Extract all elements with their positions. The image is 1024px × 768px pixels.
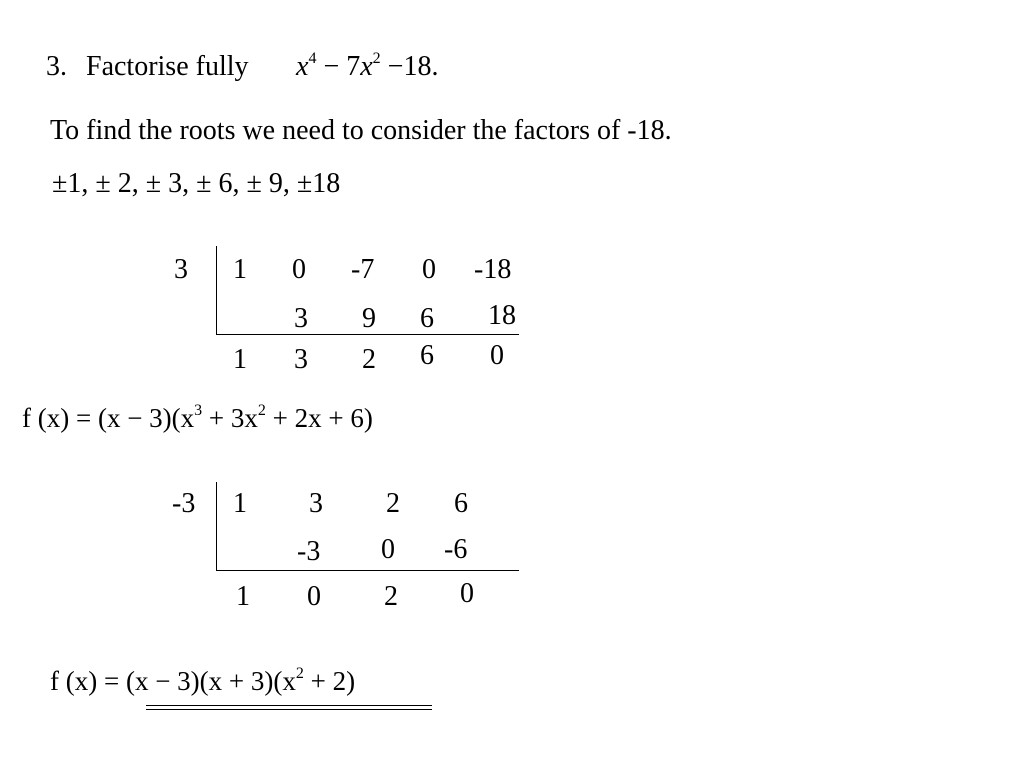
division2-coef: 2 [386, 488, 400, 519]
intro-text: To find the roots we need to consider the factors of -18. [50, 115, 672, 146]
result1-mid: + 3x [202, 403, 258, 433]
division2-vertical-bar [216, 482, 217, 570]
result1-exp3: 3 [194, 402, 203, 419]
factors-list: ±1, ± 2, ± 3, ± 6, ± 9, ±18 [52, 168, 341, 199]
division1-product: 3 [294, 303, 308, 334]
final-answer-underline-2 [146, 709, 432, 710]
result2-exp2: 2 [295, 665, 304, 682]
division1-horizontal-bar [216, 334, 519, 335]
division2-result: 0 [307, 581, 321, 612]
result1-lhs: f (x) = (x − 3)(x [22, 403, 195, 433]
result-1-equation [22, 402, 373, 433]
expr-tail: −18. [387, 51, 439, 82]
result2-tail: + 2) [303, 666, 356, 696]
division1-divisor: 3 [174, 254, 188, 285]
expr-exp2: 2 [372, 50, 381, 67]
expr-x2: x [360, 51, 373, 82]
division1-result: 6 [420, 340, 434, 371]
division1-product: 6 [420, 303, 434, 334]
division1-coef: -18 [474, 254, 512, 285]
division1-coef: 1 [233, 254, 247, 285]
division1-coef: -7 [351, 254, 375, 285]
expr-x1: x [296, 51, 309, 82]
division1-result: 1 [233, 344, 247, 375]
division2-product: -6 [444, 534, 468, 565]
division1-result: 3 [294, 344, 308, 375]
result2-lhs: f (x) = (x − 3)(x + 3)(x [50, 666, 296, 696]
result1-tail: + 2x + 6) [265, 403, 373, 433]
division2-remainder: 0 [460, 578, 474, 609]
division2-product: -3 [297, 536, 321, 567]
division2-coef: 6 [454, 488, 468, 519]
expr-minus7: − 7 [323, 51, 361, 82]
division1-remainder: 0 [490, 340, 504, 371]
question-text: Factorise fully [86, 51, 249, 82]
question-expression [296, 50, 439, 82]
division1-product: 9 [362, 303, 376, 334]
division1-coef: 0 [292, 254, 306, 285]
result1-exp2: 2 [257, 402, 266, 419]
division2-coef: 3 [309, 488, 323, 519]
division1-vertical-bar [216, 246, 217, 334]
division2-coef: 1 [233, 488, 247, 519]
division1-result: 2 [362, 344, 376, 375]
result-2-equation [50, 665, 356, 696]
division2-product: 0 [381, 534, 395, 565]
question-number: 3. [46, 51, 67, 82]
division1-product: 18 [488, 300, 516, 331]
division2-divisor: -3 [172, 488, 196, 519]
division2-horizontal-bar [216, 570, 519, 571]
division2-result: 2 [384, 581, 398, 612]
expr-exp4: 4 [308, 50, 317, 67]
division1-coef: 0 [422, 254, 436, 285]
division2-result: 1 [236, 581, 250, 612]
final-answer-underline-1 [146, 705, 432, 706]
